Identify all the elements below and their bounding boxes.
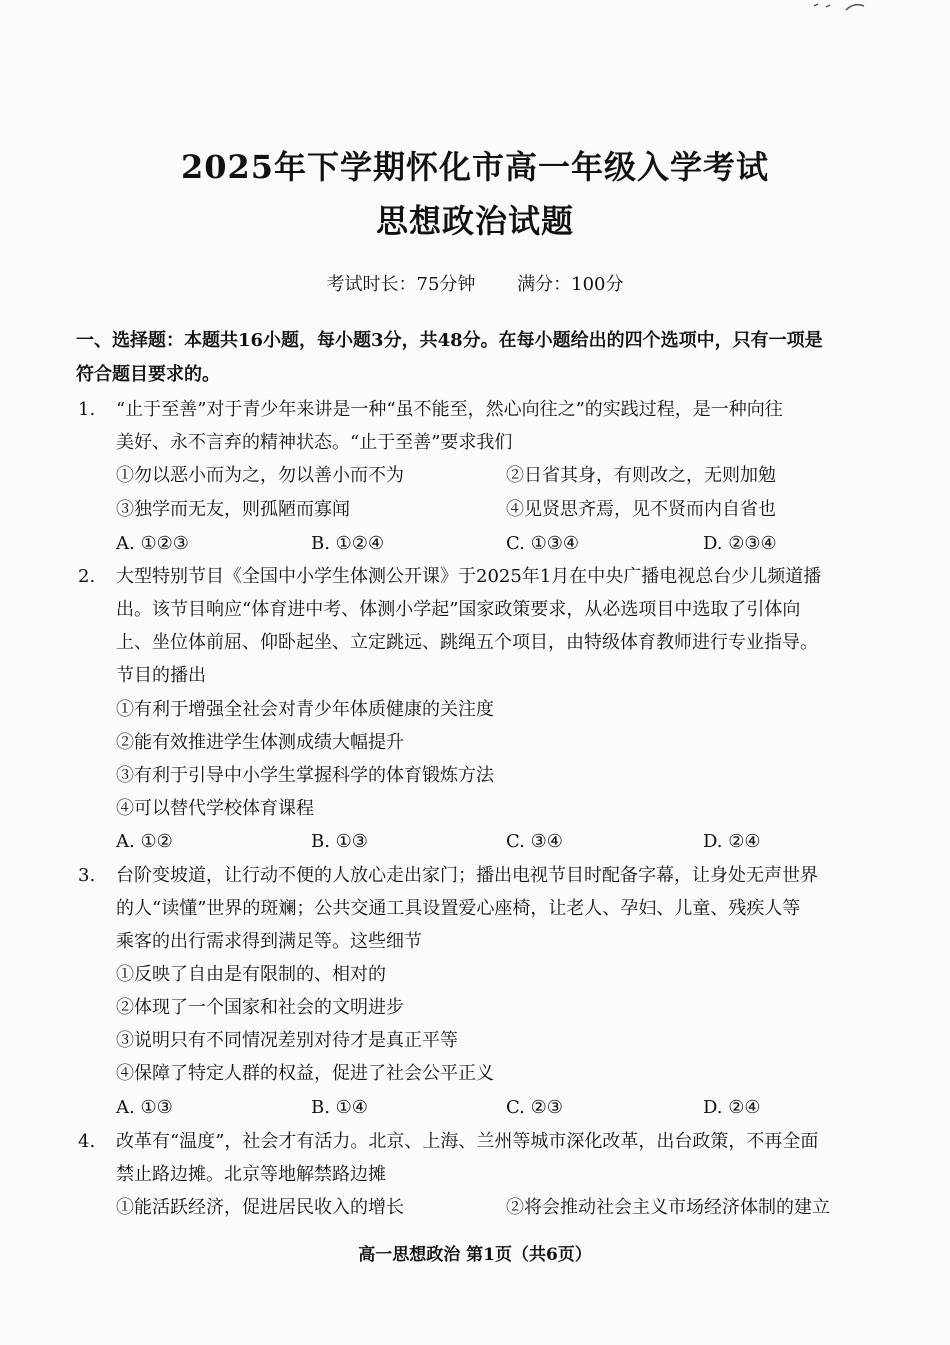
exam-full-score: 满分：100分: [517, 274, 624, 295]
question-number: 1.: [78, 399, 96, 420]
question-stem-line: 美好、永不言弃的精神状态。“止于至善”要求我们: [116, 432, 513, 453]
statement-item: ③说明只有不同情况差别对待才是真正平等: [116, 1030, 458, 1051]
exam-meta: [0, 270, 950, 296]
statement-item: ④见贤思齐焉，见不贤而内自省也: [506, 499, 776, 520]
exam-duration: 考试时长：75分钟: [326, 274, 476, 295]
statement-item: ④可以替代学校体育课程: [116, 798, 314, 819]
question-number: 4.: [78, 1131, 96, 1152]
statement-item: ②日省其身，有则改之，无则加勉: [506, 465, 776, 486]
statement-item: ③有利于引导中小学生掌握科学的体育锻炼方法: [116, 765, 494, 786]
page-footer: 高一思想政治 第1页（共6页）: [358, 1245, 592, 1265]
statement-item: ①有利于增强全社会对青少年体质健康的关注度: [116, 699, 494, 720]
answer-choice-b: B. ①④: [311, 1097, 368, 1118]
question-number: 2.: [78, 566, 96, 587]
answer-choice-a: A. ①②: [116, 831, 173, 852]
statement-item: ③独学而无友，则孤陋而寡闻: [116, 499, 350, 520]
question-stem-line: 上、坐位体前屈、仰卧起坐、立定跳远、跳绳五个项目，由特级体育教师进行专业指导。: [116, 632, 818, 653]
section-intro-line2: 符合题目要求的。: [76, 364, 220, 385]
answer-choice-c: C. ②③: [506, 1097, 563, 1118]
answer-choice-b: B. ①②④: [311, 533, 385, 554]
question-stem-line: 改革有“温度”，社会才有活力。北京、上海、兰州等城市深化改革，出台政策，不再全面: [116, 1131, 819, 1152]
pen-mark: [812, 0, 872, 14]
question-stem-line: 节目的播出: [116, 665, 206, 686]
answer-choice-d: D. ②④: [703, 1097, 761, 1118]
statement-item: ②将会推动社会主义市场经济体制的建立: [506, 1197, 830, 1218]
statement-item: ②能有效推进学生体测成绩大幅提升: [116, 732, 404, 753]
question-stem-line: 台阶变坡道，让行动不便的人放心走出家门；播出电视节目时配备字幕，让身处无声世界: [116, 865, 818, 886]
question-stem-line: “止于至善”对于青少年来讲是一种“虽不能至，然心向往之”的实践过程，是一种向往: [116, 399, 783, 420]
answer-choice-a: A. ①③: [116, 1097, 173, 1118]
answer-choice-c: C. ③④: [506, 831, 563, 852]
question-stem-line: 大型特别节目《全国中小学生体测公开课》于2025年1月在中央广播电视总台少儿频道播: [116, 566, 822, 587]
answer-choice-a: A. ①②③: [116, 533, 189, 554]
statement-item: ①勿以恶小而为之，勿以善小而不为: [116, 465, 404, 486]
answer-choice-b: B. ①③: [311, 831, 368, 852]
statement-item: ①反映了自由是有限制的、相对的: [116, 964, 386, 985]
section-intro-line1: 一、选择题：本题共16小题，每小题3分，共48分。在每小题给出的四个选项中，只有一项是: [76, 330, 823, 351]
answer-choice-d: D. ②③④: [703, 533, 777, 554]
question-stem-line: 出。该节目响应“体育进中考、体测小学起”国家政策要求，从必选项目中选取了引体向: [116, 599, 801, 620]
question-number: 3.: [78, 865, 96, 886]
statement-item: ①能活跃经济，促进居民收入的增长: [116, 1197, 404, 1218]
exam-title: 2025年下学期怀化市高一年级入学考试: [180, 148, 770, 186]
answer-choice-d: D. ②④: [703, 831, 761, 852]
statement-item: ②体现了一个国家和社会的文明进步: [116, 997, 404, 1018]
question-stem-line: 乘客的出行需求得到满足等。这些细节: [116, 931, 422, 952]
question-stem-line: 禁止路边摊。北京等地解禁路边摊: [116, 1164, 386, 1185]
exam-subject-title: 思想政治试题: [375, 202, 574, 240]
question-stem-line: 的人“读懂”世界的斑斓；公共交通工具设置爱心座椅，让老人、孕妇、儿童、残疾人等: [116, 898, 801, 919]
answer-choice-c: C. ①③④: [506, 533, 579, 554]
statement-item: ④保障了特定人群的权益，促进了社会公平正义: [116, 1063, 494, 1084]
